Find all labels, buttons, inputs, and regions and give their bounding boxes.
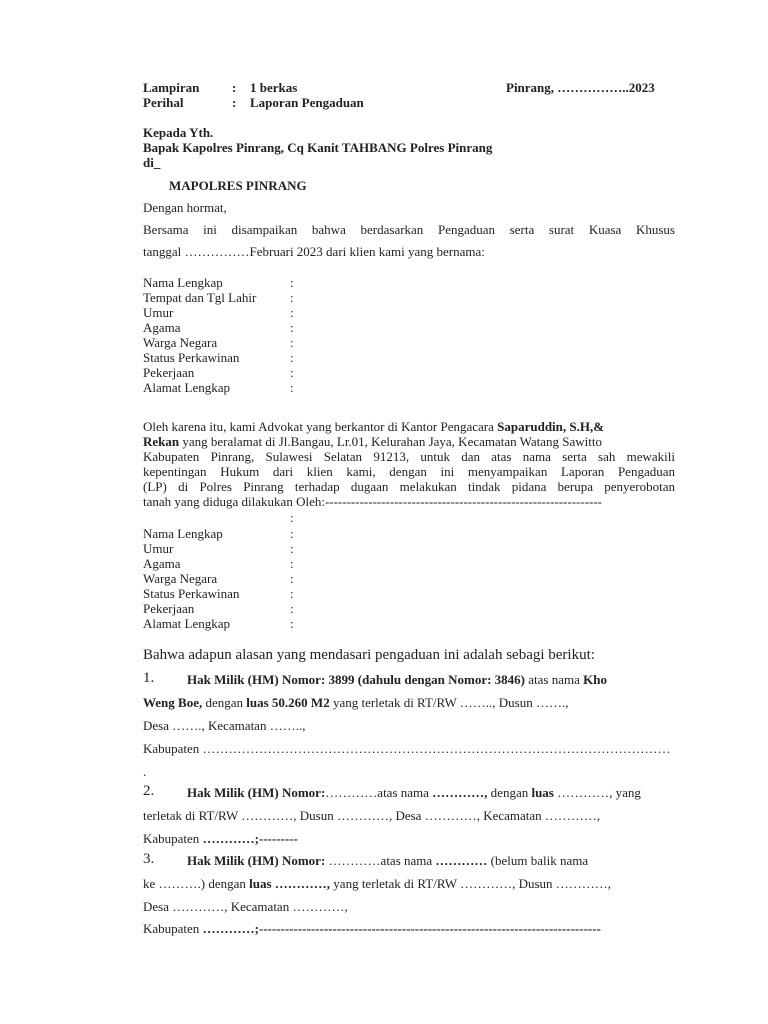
item-text: …………atas nama <box>325 853 436 868</box>
grounds-intro: Bahwa adapun alasan yang mendasari pengaduan ini adalah sebagi berikut: <box>143 647 595 663</box>
item-1-line-1 <box>187 672 607 687</box>
item-1-line-5: . <box>143 764 147 779</box>
client-field-label: Pekerjaan <box>143 365 195 380</box>
client-field-colon: : <box>290 365 294 380</box>
item-number: 3. <box>143 851 155 867</box>
advocate-line-6: tanah yang diduga dilakukan Oleh:---------------------------------------------------------------- <box>143 494 603 509</box>
item-text: …………, yang <box>553 785 641 800</box>
item-3-line-1 <box>187 853 588 868</box>
item-text: (belum balik nama <box>487 853 589 868</box>
client-field-colon: : <box>290 320 294 335</box>
reported-field-colon: : <box>290 556 294 571</box>
greeting: Dengan hormat, <box>143 200 227 215</box>
land-area: luas …………, <box>249 876 331 891</box>
certificate-number: Hak Milik (HM) Nomor: <box>187 853 326 868</box>
certificate-number: Hak Milik (HM) Nomor: 3899 (dahulu dengan Nomor: 3846) <box>187 672 525 687</box>
advocate-line-1 <box>143 419 604 434</box>
item-number: 2. <box>143 783 155 799</box>
client-field-label: Nama Lengkap <box>143 275 223 290</box>
item-1-line-2 <box>143 695 568 710</box>
item-text: …………atas nama <box>325 785 433 800</box>
item-text: dengan <box>202 695 247 710</box>
law-firm-name: Saparuddin, S.H,& <box>497 419 605 434</box>
reported-field-colon: : <box>290 571 294 586</box>
reported-field-colon: : <box>290 616 294 631</box>
advocate-text: yang beralamat di Jl.Bangau, Lr.01, Kelurahan Jaya, Kecamatan Watang Sawitto <box>179 434 603 449</box>
advocate-line-5: (LP) di Polres Pinrang terhadap dugaan melakukan tindak pidana berupa penyerobotan <box>143 479 675 494</box>
item-text: yang terletak di RT/RW …….., Dusun ……., <box>329 695 569 710</box>
client-field-colon: : <box>290 290 294 305</box>
reported-field-label: Status Perkawinan <box>143 586 240 601</box>
owner-name: …………, <box>432 785 488 800</box>
item-2-line-2: terletak di RT/RW …………, Dusun …………, Desa …………, Kecamatan …………, <box>143 808 601 823</box>
item-text: …………;--------- <box>202 831 298 846</box>
opening-line-2: tanggal ……………Februari 2023 dari klien kami yang bernama: <box>143 244 485 259</box>
reported-field-label: Umur <box>143 541 174 556</box>
stray-colon: : <box>290 510 294 525</box>
perihal-colon: : <box>232 95 237 110</box>
address-di: di_ <box>143 155 161 170</box>
owner-name: Kho <box>583 672 607 687</box>
address-recipient: Bapak Kapolres Pinrang, Cq Kanit TAHBANG Polres Pinrang <box>143 140 493 155</box>
client-field-label: Alamat Lengkap <box>143 380 230 395</box>
reported-field-colon: : <box>290 601 294 616</box>
perihal-value: Laporan Pengaduan <box>250 95 364 110</box>
client-field-label: Warga Negara <box>143 335 218 350</box>
reported-field-colon: : <box>290 586 294 601</box>
item-1-line-3: Desa ……., Kecamatan …….., <box>143 718 306 733</box>
reported-field-label: Pekerjaan <box>143 601 195 616</box>
item-text: ke ……….) dengan <box>143 876 250 891</box>
lampiran-colon: : <box>232 80 237 95</box>
reported-field-label: Nama Lengkap <box>143 526 223 541</box>
item-text: dengan <box>487 785 532 800</box>
advocate-line-3: Kabupaten Pinrang, Sulawesi Selatan 91213, untuk dan atas nama serta sah mewakili <box>143 449 675 464</box>
reported-field-label: Warga Negara <box>143 571 218 586</box>
item-2-line-3 <box>143 831 298 846</box>
item-text: yang terletak di RT/RW …………, Dusun …………, <box>330 876 612 891</box>
certificate-number: Hak Milik (HM) Nomor: <box>187 785 326 800</box>
client-field-colon: : <box>290 380 294 395</box>
law-firm-partner: Rekan <box>143 434 180 449</box>
perihal-label: Perihal <box>143 95 184 110</box>
reported-field-label: Alamat Lengkap <box>143 616 230 631</box>
item-3-line-2 <box>143 876 611 891</box>
place-date: Pinrang, ……………..2023 <box>506 80 655 95</box>
item-text: Kabupaten <box>143 831 203 846</box>
lampiran-value: 1 berkas <box>250 80 298 95</box>
reported-field-label: Agama <box>143 556 181 571</box>
owner-name: ………… <box>435 853 488 868</box>
item-1-line-4: Kabupaten ……………………………………………………………………………………………… <box>143 741 671 756</box>
client-field-colon: : <box>290 335 294 350</box>
opening-line-1: Bersama ini disampaikan bahwa berdasarkan Pengaduan serta surat Kuasa Khusus <box>143 222 675 237</box>
advocate-line-4: kepentingan Hukum dari klien kami, dengan ini menyampaikan Laporan Pengaduan <box>143 464 675 479</box>
reported-field-colon: : <box>290 541 294 556</box>
land-area: luas 50.260 M2 <box>246 695 330 710</box>
client-field-colon: : <box>290 275 294 290</box>
item-3-line-3: Desa …………, Kecamatan …………, <box>143 899 348 914</box>
client-field-colon: : <box>290 350 294 365</box>
client-field-label: Status Perkawinan <box>143 350 240 365</box>
lampiran-label: Lampiran <box>143 80 200 95</box>
item-number: 1. <box>143 670 155 686</box>
owner-name: Weng Boe, <box>143 695 203 710</box>
item-text: …………;------------------------------------------------------------------------------- <box>202 921 601 936</box>
item-3-line-4 <box>143 921 601 936</box>
address-kepada: Kepada Yth. <box>143 125 214 140</box>
client-field-label: Tempat dan Tgl Lahir <box>143 290 257 305</box>
client-field-label: Agama <box>143 320 181 335</box>
reported-field-colon: : <box>290 526 294 541</box>
advocate-text: Oleh karena itu, kami Advokat yang berkantor di Kantor Pengacara <box>143 419 498 434</box>
client-field-label: Umur <box>143 305 174 320</box>
address-place: MAPOLRES PINRANG <box>169 178 307 193</box>
item-text: Kabupaten <box>143 921 203 936</box>
item-text: atas nama <box>525 672 584 687</box>
client-field-colon: : <box>290 305 294 320</box>
advocate-line-2 <box>143 434 602 449</box>
land-area-label: luas <box>531 785 554 800</box>
item-2-line-1 <box>187 785 641 800</box>
